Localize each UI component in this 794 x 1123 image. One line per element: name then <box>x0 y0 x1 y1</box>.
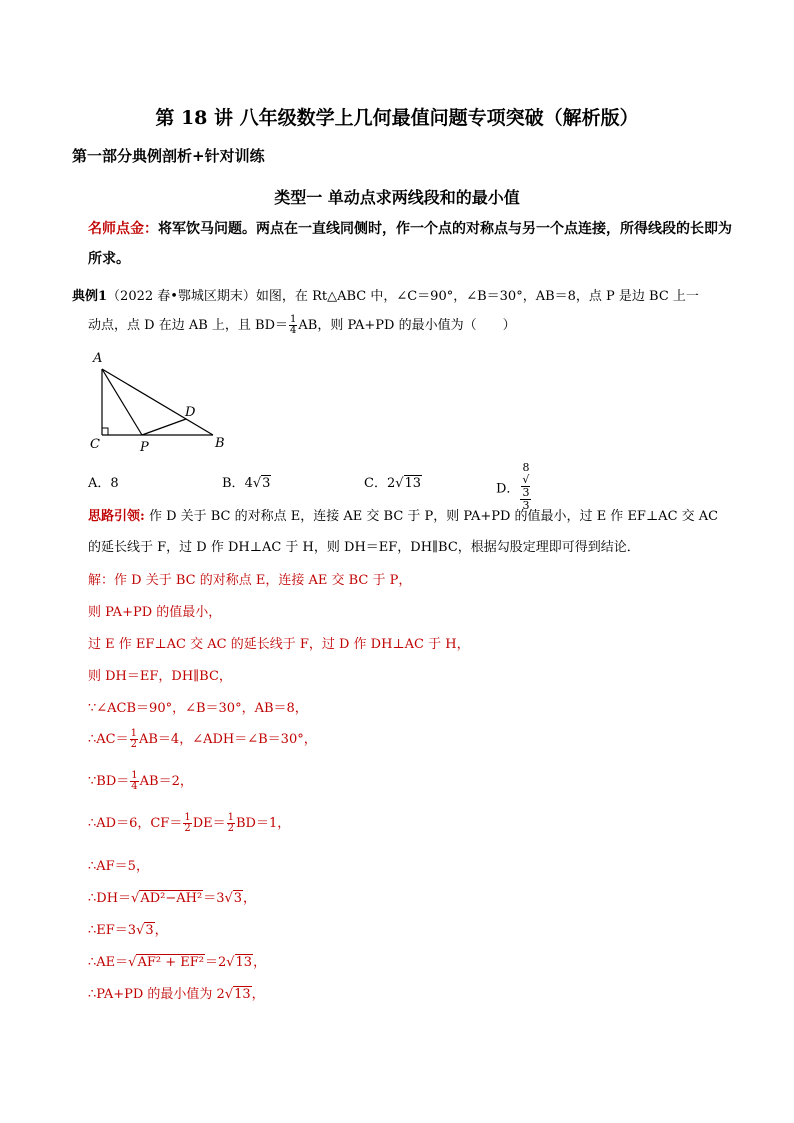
solution-line-11: ∴EF＝3√3， <box>88 923 168 938</box>
example-text-2a: 动点，点 D 在边 AB 上，且 BD＝ <box>88 318 289 333</box>
solution-line-10: ∴DH＝√AD²−AH²＝3√3， <box>88 891 257 906</box>
example-line-2 <box>88 314 516 336</box>
page-title: 第 18 讲 八年级数学上几何最值问题专项突破（解析版） <box>155 107 639 129</box>
tip-text-1: 将军饮马问题。两点在一直线同侧时，作一个点的对称点与另一个点连接，所得线段的长即为 <box>158 221 732 237</box>
solution-line-12: ∴AE＝√AF² + EF²＝2√13， <box>88 955 267 970</box>
hint-text-1: 作 D 关于 BC 的对称点 E，连接 AE 交 BC 于 P，则 PA+PD 的值最小，过 E 作 EF⊥AC 交 AC <box>144 509 719 524</box>
example-label: 典例1 <box>72 289 108 304</box>
tip-line-1 <box>88 218 732 238</box>
tip-label: 名师点金： <box>88 221 158 237</box>
label-b: B <box>215 436 225 451</box>
solution-line-8: ∴AD＝6，CF＝ $\frac{1}{2}$ DE＝ $\frac{1}{2}$ BD＝1， <box>88 812 291 834</box>
example-line-1 <box>72 285 699 304</box>
solution-line-4: 则 DH＝EF，DH∥BC， <box>88 669 232 684</box>
label-p: P <box>140 440 149 455</box>
hint-line-1 <box>88 505 718 524</box>
solution-line-6: ∴AC＝ $\frac{1}{2}$ AB＝4，∠ADH＝∠B＝30°， <box>88 728 317 750</box>
solution-line-13: ∴PA+PD 的最小值为 2√13， <box>88 987 265 1002</box>
label-d: D <box>185 405 196 420</box>
solution-line-3: 过 E 作 EF⊥AC 交 AC 的延长线于 F，过 D 作 DH⊥AC 于 H， <box>88 637 470 652</box>
label-a: A <box>93 351 103 366</box>
example-text-1: （2022 春•鄂城区期末）如图，在 Rt△ABC 中，∠C＝90°，∠B＝30°，AB＝8，点 P 是边 BC 上一 <box>107 289 699 304</box>
choice-c: C．2√13 <box>364 476 422 491</box>
solution-line-2: 则 PA+PD 的值最小， <box>88 605 222 620</box>
choice-b: B．4√3 <box>222 476 271 491</box>
choice-d: D． 8 √ 3 3 <box>496 461 530 512</box>
solution-line-9: ∴AF＝5， <box>88 859 149 874</box>
type-heading: 类型一 单动点求两线段和的最小值 <box>274 188 520 207</box>
hint-label: 思路引领: <box>88 509 145 524</box>
triangle-figure <box>85 348 245 458</box>
part-heading: 第一部分典例剖析+针对训练 <box>72 147 265 165</box>
tip-line-2: 所求。 <box>88 251 130 267</box>
label-c: C <box>90 437 100 452</box>
solution-line-7: ∵BD＝ $\frac{1}{4}$ AB＝2， <box>88 770 193 792</box>
solution-line-1: 解：作 D 关于 BC 的对称点 E，连接 AE 交 BC 于 P， <box>88 573 412 588</box>
example-text-2b: AB，则 PA+PD 的最小值为（ ） <box>298 318 516 333</box>
fraction-quarter: $\frac{1}{4}$ <box>290 314 297 336</box>
solution-line-5: ∵∠ACB＝90°，∠B＝30°，AB＝8， <box>88 701 308 716</box>
hint-line-2: 的延长线于 F，过 D 作 DH⊥AC 于 H，则 DH＝EF，DH∥BC，根据勾股定理即可得到结论． <box>88 540 640 555</box>
choice-a: A．8 <box>88 476 119 491</box>
